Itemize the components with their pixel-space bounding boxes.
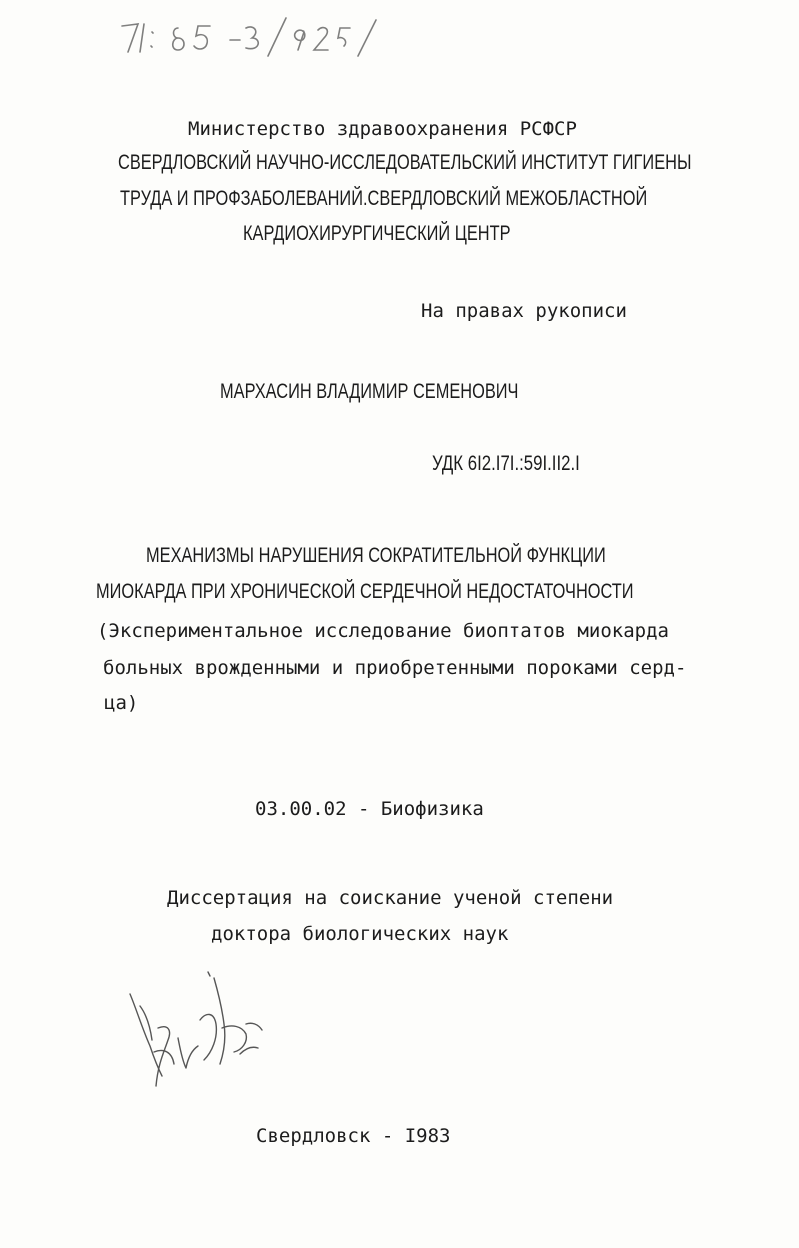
specialty-code: 03.00.02 - Биофизика: [255, 798, 484, 820]
title-line-1: МЕХАНИЗМЫ НАРУШЕНИЯ СОКРАТИТЕЛЬНОЙ ФУНКЦИИ: [146, 544, 606, 567]
handwritten-signature: [128, 968, 278, 1108]
subtitle-line-1: (Экспериментальное исследование биоптатов миокарда: [97, 620, 669, 642]
archive-mark: [118, 12, 378, 62]
author-name: МАРХАСИН ВЛАДИМИР СЕМЕНОВИЧ: [220, 380, 519, 403]
udc-code: УДК 6I2.I7I.:59I.II2.I: [432, 452, 580, 475]
degree-line-2: доктора биологических наук: [211, 923, 509, 945]
subtitle-line-3: ца): [104, 692, 139, 714]
title-line-2: МИОКАРДА ПРИ ХРОНИЧЕСКОЙ СЕРДЕЧНОЙ НЕДОСТАТОЧНОСТИ: [96, 580, 634, 603]
institute-line-3: КАРДИОХИРУРГИЧЕСКИЙ ЦЕНТР: [243, 222, 511, 245]
subtitle-line-2: больных врожденными и приобретенными пороками серд-: [103, 657, 687, 679]
institute-line-2: ТРУДА И ПРОФЗАБОЛЕВАНИЙ.СВЕРДЛОВСКИЙ МЕЖОБЛАСТНОЙ: [120, 187, 648, 210]
ministry-line: Министерство здравоохранения РСФСР: [188, 118, 577, 140]
degree-line-1: Диссертация на соискание ученой степени: [167, 887, 614, 909]
rights-note: На правах рукописи: [421, 300, 627, 322]
institute-line-1: СВЕРДЛОВСКИЙ НАУЧНО-ИССЛЕДОВАТЕЛЬСКИЙ ИНСТИТУТ ГИГИЕНЫ: [118, 151, 692, 174]
place-year: Свердловск - I983: [256, 1125, 451, 1147]
